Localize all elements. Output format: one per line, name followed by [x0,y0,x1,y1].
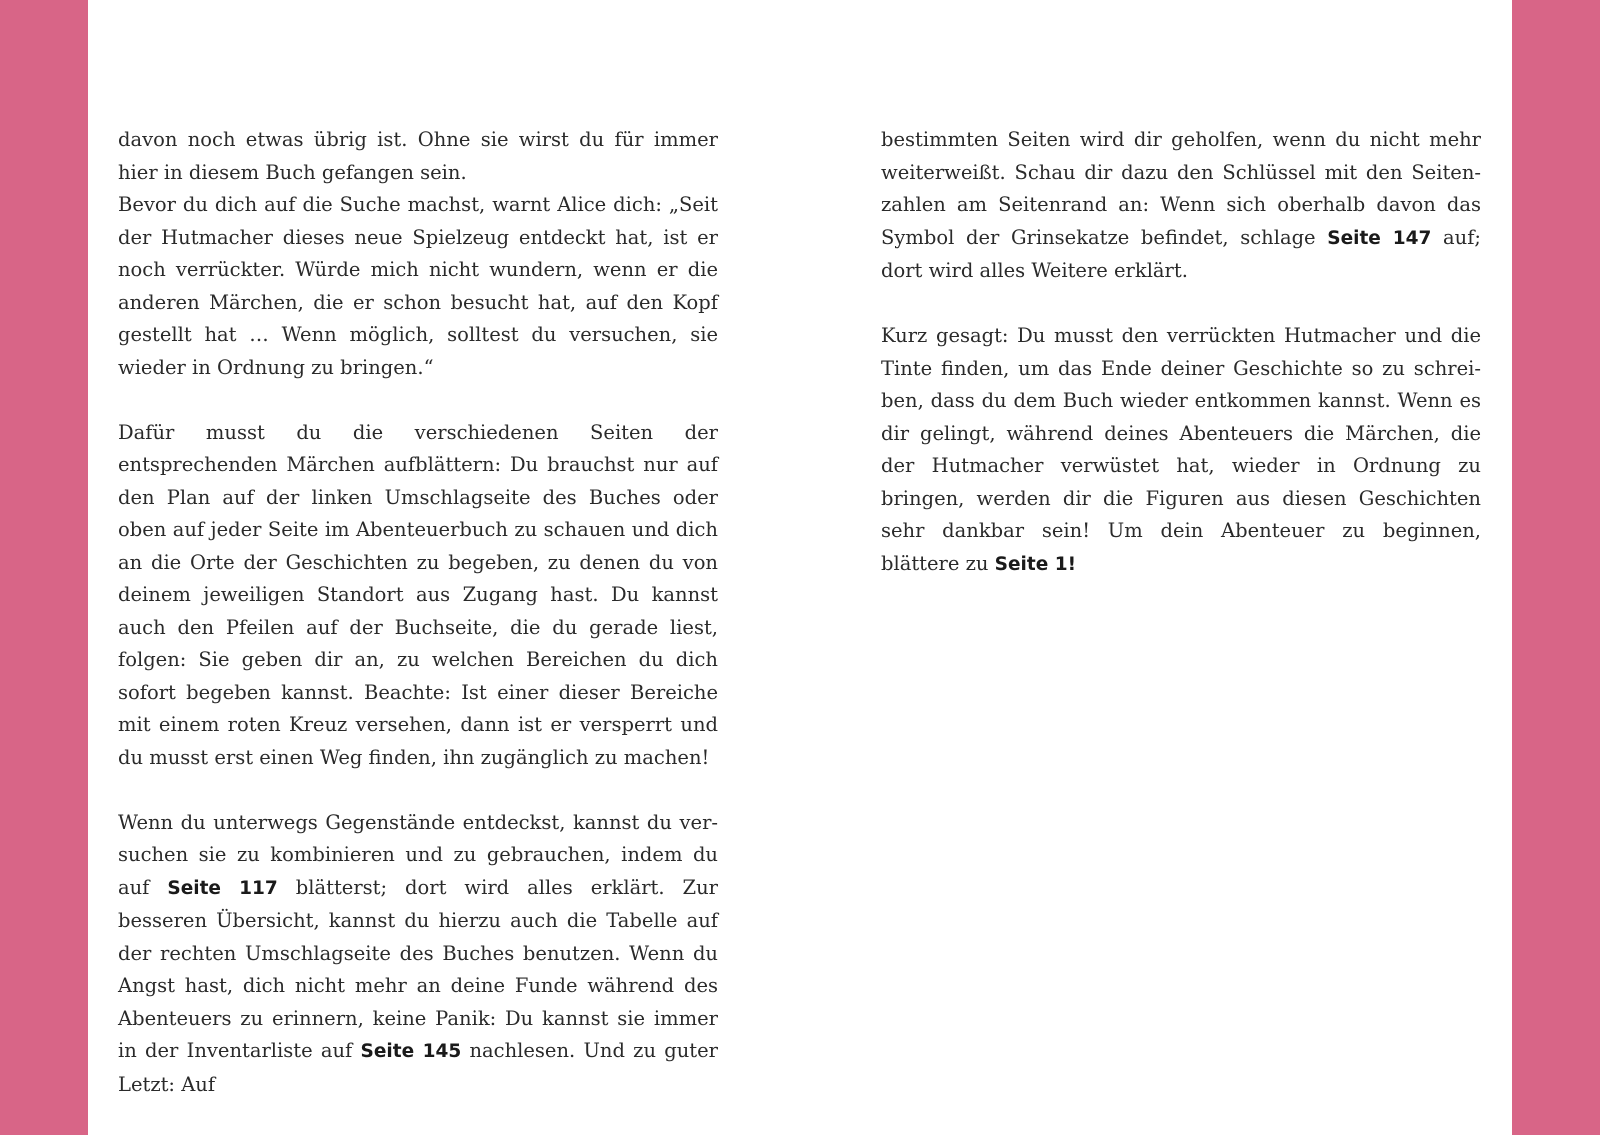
summary-text: Kurz gesagt: Du musst den verrückten Hutmacher und die Tinte finden, um das Ende deiner Geschichte so zu schreiben, dass du dem Buch wieder entkommen kannst. Wenn es dir gelingt, während deines Abenteuers die Märchen, die der Hutmacher verwüstet hat, wieder in Ordnung zu bringen, werden dir die Figuren aus diesen Geschichten sehr dankbar sein! Um dein Abenteuer zu beginnen, blättere zu [881,324,1481,575]
paragraph-help [881,124,1481,288]
book-page [88,0,1512,1135]
page-ref-117: Seite 117 [167,877,278,899]
items-text-c: nachlesen. Und zu guter Letzt: Auf [118,1039,718,1096]
paragraph-items [118,807,718,1102]
page-ref-147: Seite 147 [1327,227,1432,249]
items-text-b: blätterst; dort wird alles erklärt. Zur besseren Übersicht, kannst du hierzu auch die Tabelle auf der rechten Umschlagseite des Buches benutzen. Wenn du Angst hast, dich nicht mehr an deine Funde während des Abenteuers zu erinnern, keine Panik: Du kannst sie immer in der Inventarliste auf [118,875,718,1062]
help-text-a: bestimmten Seiten wird dir geholfen, wenn du nicht mehr weiterweißt. Schau dir dazu den Schlüssel mit den Seitenzahlen am Seitenrand an: Wenn sich oberhalb davon das Symbol der Grinsekatze befindet, schlage [881,128,1481,249]
page-ref-1: Seite 1! [994,553,1077,575]
paragraph-summary [881,320,1481,581]
page-ref-145: Seite 145 [360,1041,462,1062]
right-text-column [881,124,1481,581]
paragraph-navigation: Dafür musst du die verschiedenen Seiten der entsprechenden Märchen aufblättern: Du brauchst nur auf den Plan auf der linken Umschlagseite des Buches oder oben auf jeder Seite im Abenteuerbuch zu schauen und dich an die Orte der Geschichten zu begeben, zu denen du von deinem jeweiligen Standort aus Zugang hast. Du kannst auch den Pfeilen auf der Buchseite, die du gerade liest, folgen: Sie geben dir an, zu welchen Bereichen du dich sofort begeben kannst. Beachte: Ist einer dieser Bereiche mit einem roten Kreuz versehen, dann ist er versperrt und du musst erst einen Weg finden, ihn zugänglich zu machen! [118,420,718,769]
help-text-b: auf; dort wird alles Weitere erklärt. [881,225,1481,282]
paragraph-alice-warning: Bevor du dich auf die Suche machst, warnt Alice dich: „Seit der Hutmacher dieses neue Spielzeug entdeckt hat, ist er noch verrückter. Würde mich nicht wundern, wenn er die anderen Märchen, die er schon besucht hat, auf den Kopf gestellt hat … Wenn möglich, solltest du versuchen, sie wieder in Ordnung zu bringen.“ [118,193,718,379]
left-text-column [118,124,718,1101]
paragraph-intro-end: davon noch etwas übrig ist. Ohne sie wirst du für immer hier in diesem Buch gefangen sein. [118,128,718,184]
items-text-a: Wenn du unterwegs Gegenstände entdeckst, kannst du versuchen sie zu kombinieren und zu gebrauchen, indem du auf [118,810,718,899]
